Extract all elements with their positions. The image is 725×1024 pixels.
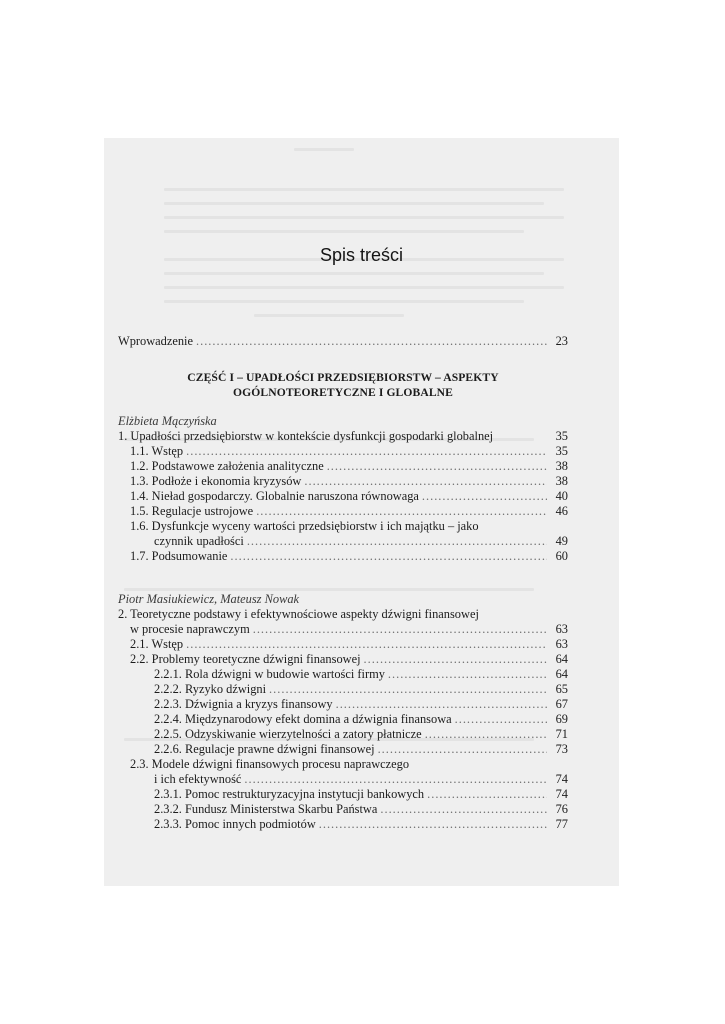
dot-leader [186, 637, 547, 652]
dot-leader [269, 682, 547, 697]
dot-leader [196, 334, 547, 349]
toc-entry-2-2[interactable] [118, 652, 568, 667]
toc-page-number: 38 [555, 459, 568, 473]
toc-entry-label: 2.2. Problemy teoretyczne dźwigni finansowej [130, 652, 361, 666]
toc-page-number: 35 [555, 429, 568, 443]
toc-entry-label: 2.2.2. Ryzyko dźwigni [154, 682, 267, 696]
page-title: Spis treści [319, 245, 404, 265]
show-through-line [164, 230, 524, 233]
toc-entry-intro[interactable] [118, 334, 568, 349]
show-through-line [164, 300, 524, 303]
toc-page-number: 63 [555, 622, 568, 636]
toc-entry-label: 1.7. Podsumowanie [130, 549, 228, 563]
toc-page-number: 74 [555, 787, 568, 801]
toc-entry-label: 1.4. Nieład gospodarczy. Globalnie naruszona równowaga [130, 489, 419, 503]
toc-entry-label: 1.1. Wstęp [130, 444, 184, 458]
toc-entry-1-3[interactable] [118, 474, 568, 489]
dot-leader [388, 667, 547, 682]
toc-page-number: 71 [555, 727, 568, 741]
toc-page-number: 35 [555, 444, 568, 458]
show-through-line [164, 286, 564, 289]
dot-leader [378, 742, 547, 757]
show-through-line [164, 188, 564, 191]
toc-entry-2-3-2[interactable] [118, 802, 568, 817]
toc-entry-label: 1.5. Regulacje ustrojowe [130, 504, 254, 518]
toc-page-number: 64 [555, 667, 568, 681]
show-through-line [164, 202, 544, 205]
toc-entry-label: 2.3.2. Fundusz Ministerstwa Skarbu Państwa [154, 802, 378, 816]
toc-entry-1-4[interactable] [118, 489, 568, 504]
dot-leader [253, 622, 547, 637]
toc-entry-2-2-5[interactable] [118, 727, 568, 742]
toc-entry-2-2-3[interactable] [118, 697, 568, 712]
toc-page-number: 40 [555, 489, 568, 503]
dot-leader [327, 459, 547, 474]
toc-page-number: 67 [555, 697, 568, 711]
show-through-line [294, 148, 354, 151]
toc-entry-chapter-2[interactable] [118, 622, 568, 637]
toc-page-number: 73 [555, 742, 568, 756]
show-through-line [164, 216, 564, 219]
show-through-line [254, 314, 404, 317]
toc-entry-chapter-1[interactable] [118, 429, 568, 444]
dot-leader [336, 697, 547, 712]
dot-leader [247, 534, 547, 549]
dot-leader [230, 549, 547, 564]
toc-entry-label: 2.3.1. Pomoc restrukturyzacyjna instytucji bankowych [154, 787, 425, 801]
toc-entry-label: 2.2.1. Rola dźwigni w budowie wartości firmy [154, 667, 385, 681]
toc-entry-1-7[interactable] [118, 549, 568, 564]
part-heading-line1: CZĘŚĆ I – UPADŁOŚCI PRZEDSIĘBIORSTW – ASPEKTY [187, 371, 499, 384]
dot-leader [427, 787, 547, 802]
toc-entry-label: i ich efektywność [154, 772, 242, 786]
toc-page-number: 60 [555, 549, 568, 563]
toc-entry-label: 2.2.6. Regulacje prawne dźwigni finansowej [154, 742, 375, 756]
toc-entry-label: 1.2. Podstawowe założenia analityczne [130, 459, 324, 473]
toc-page-number: 69 [555, 712, 568, 726]
chapter-authors: Elżbieta Mączyńska [118, 414, 217, 428]
toc-page-number: 65 [555, 682, 568, 696]
toc-page-number: 74 [555, 772, 568, 786]
part-heading-line2: OGÓLNOTEORETYCZNE I GLOBALNE [233, 386, 453, 399]
toc-page-number: 64 [555, 652, 568, 666]
show-through-line [164, 272, 544, 275]
toc-entry-label: 1.3. Podłoże i ekonomia kryzysów [130, 474, 302, 488]
toc-entry-2-2-2[interactable] [118, 682, 568, 697]
show-through-line [124, 588, 534, 591]
chapter-authors: Piotr Masiukiewicz, Mateusz Nowak [118, 592, 300, 606]
toc-entry-2-3-1[interactable] [118, 787, 568, 802]
toc-page-number: 76 [555, 802, 568, 816]
toc-entry-2-1[interactable] [118, 637, 568, 652]
toc-page-number: 77 [555, 817, 568, 831]
toc-entry-label: 2.2.5. Odzyskiwanie wierzytelności a zatory płatnicze [154, 727, 422, 741]
toc-entry-label: 2.2.3. Dźwignia a kryzys finansowy [154, 697, 333, 711]
toc-entry-2-3-line1: 2.3. Modele dźwigni finansowych procesu naprawczego [130, 757, 410, 771]
dot-leader [304, 474, 547, 489]
toc-entry-1-6-line1: 1.6. Dysfunkcje wyceny wartości przedsiębiorstw i ich majątku – jako [130, 519, 479, 533]
toc-entry-label: w procesie naprawczym [130, 622, 250, 636]
toc-entry-1-2[interactable] [118, 459, 568, 474]
toc-entry-label: 2.1. Wstęp [130, 637, 184, 651]
toc-page-number: 49 [555, 534, 568, 548]
toc-entry-label: czynnik upadłości [154, 534, 244, 548]
toc-entry-2-3-3[interactable] [118, 817, 568, 832]
dot-leader [244, 772, 547, 787]
toc-entry-label: Wprowadzenie [118, 334, 193, 348]
toc-entry-2-2-4[interactable] [118, 712, 568, 727]
dot-leader [256, 504, 547, 519]
toc-entry-2-2-1[interactable] [118, 667, 568, 682]
toc-page-number: 63 [555, 637, 568, 651]
toc-entry-label: 2.2.4. Międzynarodowy efekt domina a dźwignia finansowa [154, 712, 452, 726]
toc-entry-label: 2.3.3. Pomoc innych podmiotów [154, 817, 316, 831]
toc-entry-2-3[interactable] [118, 772, 568, 787]
dot-leader [364, 652, 547, 667]
dot-leader [380, 802, 547, 817]
toc-page-number: 23 [555, 334, 568, 348]
toc-entry-chapter-2-line1: 2. Teoretyczne podstawy i efektywnościowe aspekty dźwigni finansowej [118, 607, 479, 621]
toc-entry-1-6[interactable] [118, 534, 568, 549]
toc-entry-1-1[interactable] [118, 444, 568, 459]
dot-leader [455, 712, 547, 727]
toc-page-number: 38 [555, 474, 568, 488]
toc-entry-label: 1. Upadłości przedsiębiorstw w kontekście dysfunkcji gospodarki globalnej [118, 429, 494, 443]
dot-leader [425, 727, 547, 742]
toc-entry-1-5[interactable] [118, 504, 568, 519]
toc-entry-2-2-6[interactable] [118, 742, 568, 757]
toc-page-number: 46 [555, 504, 568, 518]
dot-leader [186, 444, 547, 459]
dot-leader [422, 489, 547, 504]
dot-leader [319, 817, 547, 832]
